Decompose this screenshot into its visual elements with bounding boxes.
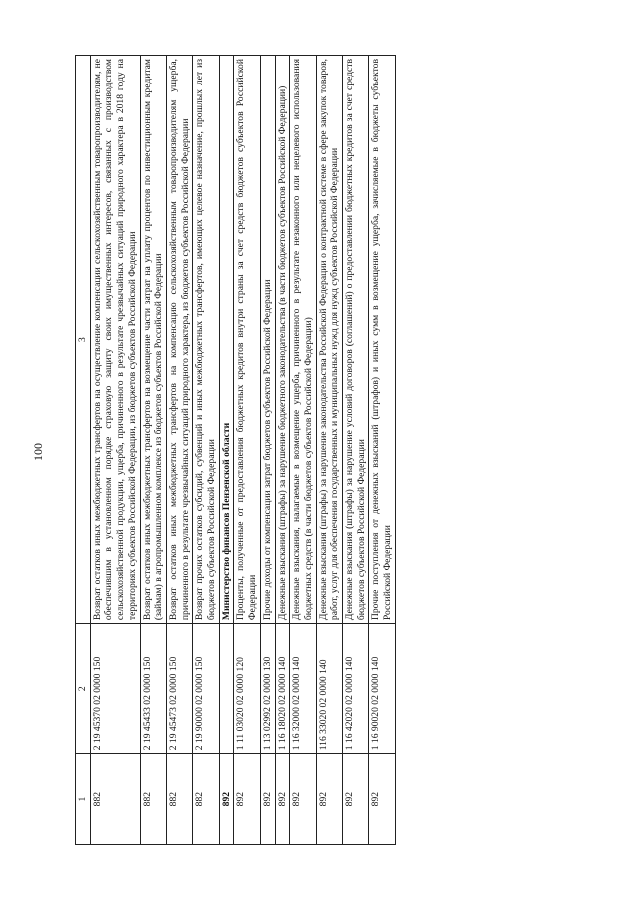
table-row <box>316 56 342 845</box>
admin-code-cell: 892 <box>290 754 316 845</box>
table-header-row <box>76 56 91 845</box>
budget-revenue-table <box>75 55 396 845</box>
admin-code-cell: 882 <box>193 754 219 845</box>
admin-code-cell: 892 <box>316 754 342 845</box>
budget-classification-code-cell: 116 33020 02 0000 140 <box>316 624 342 754</box>
admin-code-cell: 892 <box>343 754 369 845</box>
table-row <box>234 56 260 845</box>
budget-classification-code-cell: 1 16 32000 02 0000 140 <box>290 624 316 754</box>
budget-classification-code-cell: 1 16 42020 02 0000 140 <box>343 624 369 754</box>
admin-code-cell: 892 <box>219 754 234 845</box>
admin-code-cell: 892 <box>275 754 290 845</box>
table-row <box>260 56 275 845</box>
table-row <box>369 56 395 845</box>
table-row <box>90 56 140 845</box>
revenue-description-cell: Возврат остатков иных межбюджетных трансфертов на компенсацию сельскохозяйственным товаропроизводителям ущерба, причиненного в результате чрезвычайных ситуаций природного характера, из бюджетов субъектов Российской Федерации <box>166 56 192 624</box>
revenue-description-cell: Денежные взыскания, налагаемые в возмещение ущерба, причиненного в результате незаконного или нецелевого использования бюджетных средств (в части бюджетов субъектов Российской Федерации) <box>290 56 316 624</box>
revenue-description-cell: Денежные взыскания (штрафы) за нарушение условий договоров (соглашений) о предоставлении бюджетных кредитов за счет средств бюджетов субъектов Российской Федерации <box>343 56 369 624</box>
table-row <box>166 56 192 845</box>
table-row <box>343 56 369 845</box>
budget-classification-code-cell <box>219 624 234 754</box>
table-row <box>140 56 166 845</box>
table-row <box>275 56 290 845</box>
revenue-description-cell: Денежные взыскания (штрафы) за нарушение законодательства Российской Федерации о контрактной системе в сфере закупок товаров, работ, услуг для обеспечения государственных и муниципальных нужд для нужд субъектов Российской Федерации <box>316 56 342 624</box>
table-row <box>193 56 219 845</box>
revenue-description-cell: Денежные взыскания (штрафы) за нарушение бюджетного законодательства (в части бюджетов субъектов Российской Федерации) <box>275 56 290 624</box>
revenue-description-cell: Министерство финансов Пензенской области <box>219 56 234 624</box>
budget-classification-code-cell: 1 13 02992 02 0000 130 <box>260 624 275 754</box>
header-col-1: 1 <box>76 754 91 845</box>
admin-code-cell: 892 <box>260 754 275 845</box>
budget-classification-code-cell: 1 11 03020 02 0000 120 <box>234 624 260 754</box>
table-body <box>90 56 395 845</box>
admin-code-cell: 882 <box>90 754 140 845</box>
header-col-3: 3 <box>76 56 91 624</box>
section-row <box>219 56 234 845</box>
admin-code-cell: 882 <box>166 754 192 845</box>
revenue-description-cell: Прочие доходы от компенсации затрат бюджетов субъектов Российской Федерации <box>260 56 275 624</box>
page-number: 100 <box>31 443 45 461</box>
budget-classification-code-cell: 1 16 90020 02 0000 140 <box>369 624 395 754</box>
revenue-description-cell: Возврат остатков иных межбюджетных трансфертов на возмещение части затрат на уплату процентов по инвестиционным кредитам (займам) в агропромышленном комплексе из бюджетов субъектов Российской Федерации <box>140 56 166 624</box>
admin-code-cell: 892 <box>234 754 260 845</box>
revenue-description-cell: Возврат прочих остатков субсидий, субвенций и иных межбюджетных трансфертов, имеющих целевое назначение, прошлых лет из бюджетов субъектов Российской Федерации <box>193 56 219 624</box>
table-row <box>290 56 316 845</box>
budget-classification-code-cell: 2 19 45473 02 0000 150 <box>166 624 192 754</box>
header-col-2: 2 <box>76 624 91 754</box>
budget-classification-code-cell: 2 19 45370 02 0000 150 <box>90 624 140 754</box>
budget-classification-code-cell: 1 16 18020 02 0000 140 <box>275 624 290 754</box>
budget-classification-code-cell: 2 19 45433 02 0000 150 <box>140 624 166 754</box>
admin-code-cell: 882 <box>140 754 166 845</box>
revenue-description-cell: Возврат остатков иных межбюджетных трансфертов на осуществление компенсации сельскохозяйственным товаропроизводителям, не обеспечившим в установленном порядке страховую защиту своих имущественных интересов, связанных с производством сельскохозяйственной продукции, ущерба, причиненного в результате чрезвычайных ситуаций природного характера в 2018 году на территориях субъектов Российской Федерации, из бюджетов субъектов Российской Федерации <box>90 56 140 624</box>
admin-code-cell: 892 <box>369 754 395 845</box>
revenue-description-cell: Прочие поступления от денежных взысканий (штрафов) и иных сумм в возмещение ущерба, зачисляемые в бюджеты субъектов Российской Федерации <box>369 56 395 624</box>
revenue-description-cell: Проценты, полученные от предоставления бюджетных кредитов внутри страны за счет средств бюджетов субъектов Российской Федерации <box>234 56 260 624</box>
rotated-table-container <box>75 55 580 845</box>
budget-classification-code-cell: 2 19 90000 02 0000 150 <box>193 624 219 754</box>
